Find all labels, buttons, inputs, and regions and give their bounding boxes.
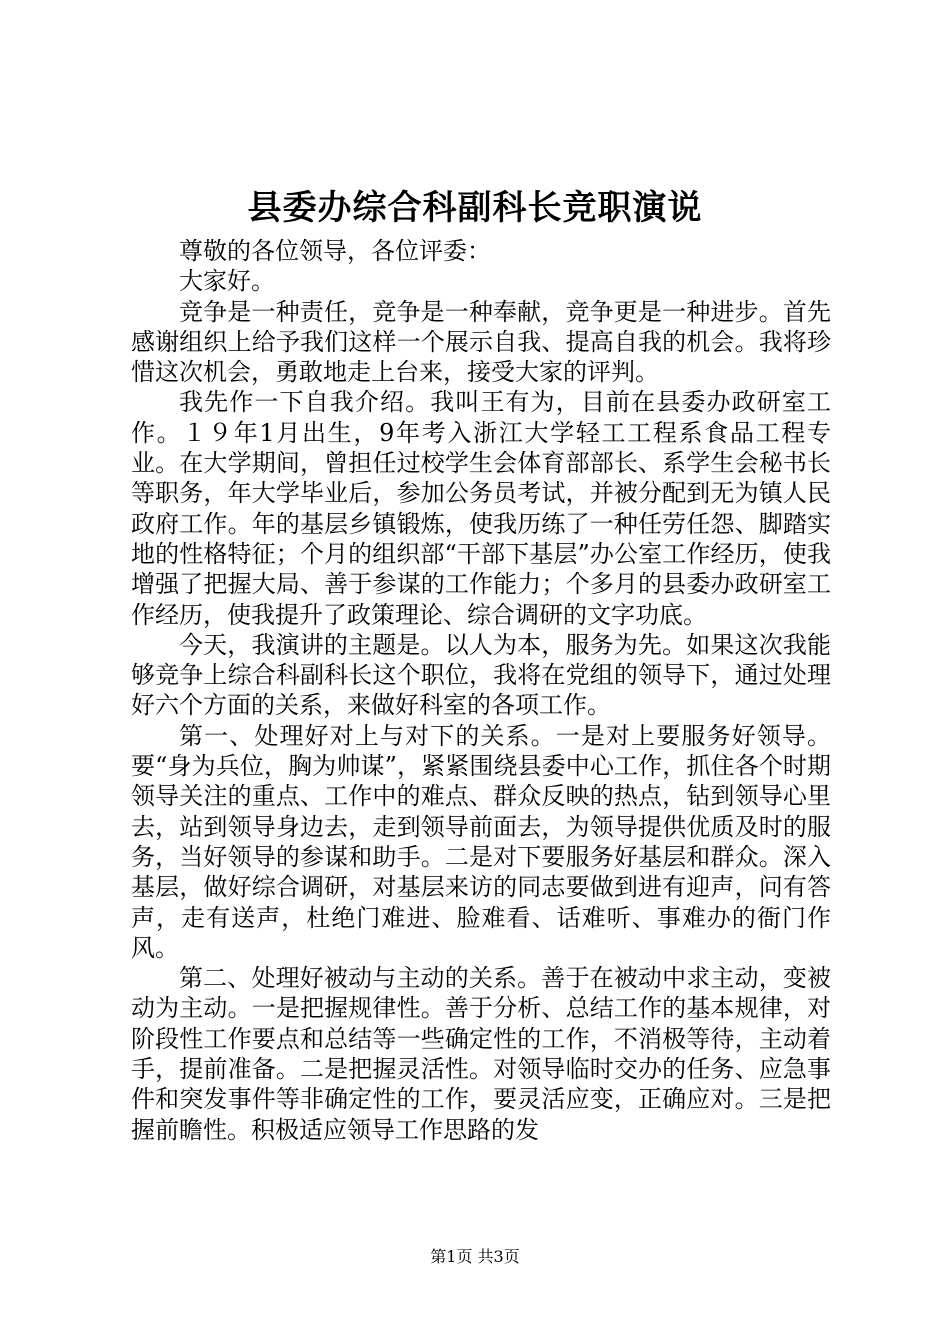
paragraph-theme: 今天，我演讲的主题是。以人为本，服务为先。如果这次我能够竞争上综合科副科长这个职位，我将在党组的领导下，通过处理好六个方面的关系，来做好科室的各项工作。 <box>131 630 831 720</box>
page-number-footer: 第1页 共3页 <box>430 1247 520 1266</box>
paragraph-salutation: 尊敬的各位领导，各位评委： <box>179 237 491 265</box>
document-title: 县委办综合科副科长竞职演说 <box>247 188 703 228</box>
paragraph-point-two: 第二、处理好被动与主动的关系。善于在被动中求主动，变被动为主动。一是把握规律性。善于分析、总结工作的基本规律，对阶段性工作要点和总结等一些确定性的工作，不消极等待，主动着手，提前准备。二是把握灵活性。对领导临时交办的任务、应急事件和突发事件等非确定性的工作，要灵活应变，正确应对。三是把握前瞻性。积极适应领导工作思路的发 <box>131 964 831 1144</box>
paragraph-self-introduction: 我先作一下自我介绍。我叫王有为，目前在县委办政研室工作。１９年1月出生，9年考入浙江大学轻工工程系食品工程专业。在大学期间，曾担任过校学生会体育部部长、系学生会秘书长等职务，年大学毕业后，参加公务员考试，并被分配到无为镇人民政府工作。年的基层乡镇锻炼，使我历练了一种任劳任怨、脚踏实地的性格特征；个月的组织部“干部下基层”办公室工作经历，使我增强了把握大局、善于参谋的工作能力；个多月的县委办政研室工作经历，使我提升了政策理论、综合调研的文字功底。 <box>131 388 831 629</box>
paragraph-point-one: 第一、处理好对上与对下的关系。一是对上要服务好领导。要“身为兵位，胸为帅谋”，紧紧围绕县委中心工作，抓住各个时期领导关注的重点、工作中的难点、群众反映的热点，钻到领导心里去，站到领导身边去，走到领导前面去，为领导提供优质及时的服务，当好领导的参谋和助手。二是对下要服务好基层和群众。深入基层，做好综合调研，对基层来访的同志要做到进有迎声，问有答声，走有送声，杜绝门难进、脸难看、话难听、事难办的衙门作风。 <box>131 721 831 962</box>
document-body <box>131 236 831 1145</box>
paragraph-opening: 竞争是一种责任，竞争是一种奉献，竞争更是一种进步。首先感谢组织上给予我们这样一个展示自我、提高自我的机会。我将珍惜这次机会，勇敢地走上台来，接受大家的评判。 <box>131 297 831 387</box>
paragraph-greeting: 大家好。 <box>179 267 275 296</box>
